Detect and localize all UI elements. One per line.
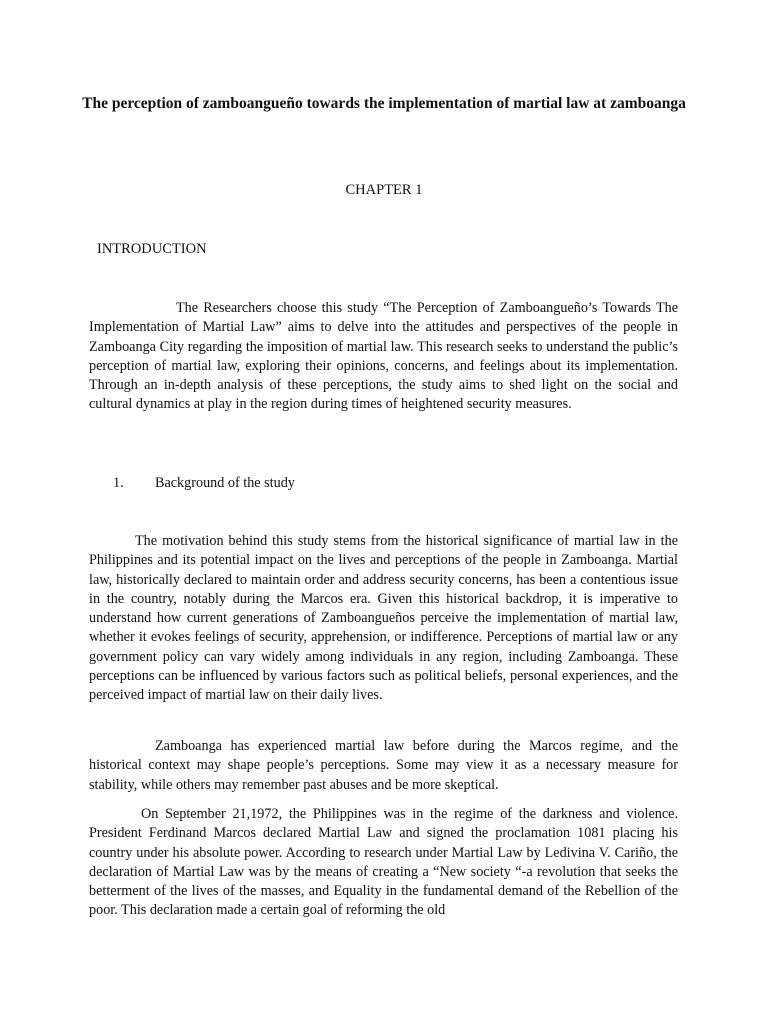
background-paragraph-text: The motivation behind this study stems from the historical significance of martial law in the Philippines and its potential impact on the lives and perceptions of the people in Zamboanga. Martial law, historically declared to maintain order and address security concerns, has been a contentious issue in the country, notably during the Marcos era. Given this historical backdrop, it is imperative to understand how current generations of Zamboangueños perceive the implementation of martial law, whether it evokes feelings of security, apprehension, or indifference. Perceptions of martial law or any government policy can vary widely among individuals in any region, including Zamboanga. These perceptions can be influenced by various factors such as political beliefs, personal experiences, and the perceived impact of martial law on their daily lives. (89, 533, 678, 704)
background-paragraph (89, 805, 678, 921)
document-title: The perception of zamboangueño towards the implementation of martial law at zamboanga (82, 95, 686, 112)
introduction-heading: INTRODUCTION (97, 241, 207, 257)
chapter-heading: CHAPTER 1 (345, 182, 423, 198)
intro-paragraph (89, 299, 678, 415)
background-paragraph (89, 737, 678, 795)
background-paragraph-text: On September 21,1972, the Philippines was in the regime of the darkness and violence. President Ferdinand Marcos declared Martial Law and signed the proclamation 1081 placing his country under his absolute power. According to research under Martial Law by Ledivina V. Cariño, the declaration of Martial Law was by the means of creating a “New society “-a revolution that seeks the betterment of the lives of the masses, and Equality in the fundamental demand of the Rebellion of the poor. This declaration made a certain goal of reforming the old (89, 806, 678, 919)
intro-paragraph-text: The Researchers choose this study “The Perception of Zamboangueño’s Towards The Implementation of Martial Law” aims to delve into the attitudes and perspectives of the people in Zamboanga City regarding the imposition of martial law. This research seeks to understand the public’s perception of martial law, exploring their opinions, concerns, and feelings about its implementation. Through an in-depth analysis of these perceptions, the study aims to shed light on the social and cultural dynamics at play in the region during times of heightened security measures. (89, 300, 678, 413)
background-paragraph (89, 532, 678, 706)
section-number: 1. (113, 475, 124, 491)
background-paragraph-text: Zamboanga has experienced martial law before during the Marcos regime, and the historical context may shape people’s perceptions. Some may view it as a necessary measure for stability, while others may remember past abuses and be more skeptical. (89, 738, 678, 793)
section-title: Background of the study (155, 475, 295, 491)
